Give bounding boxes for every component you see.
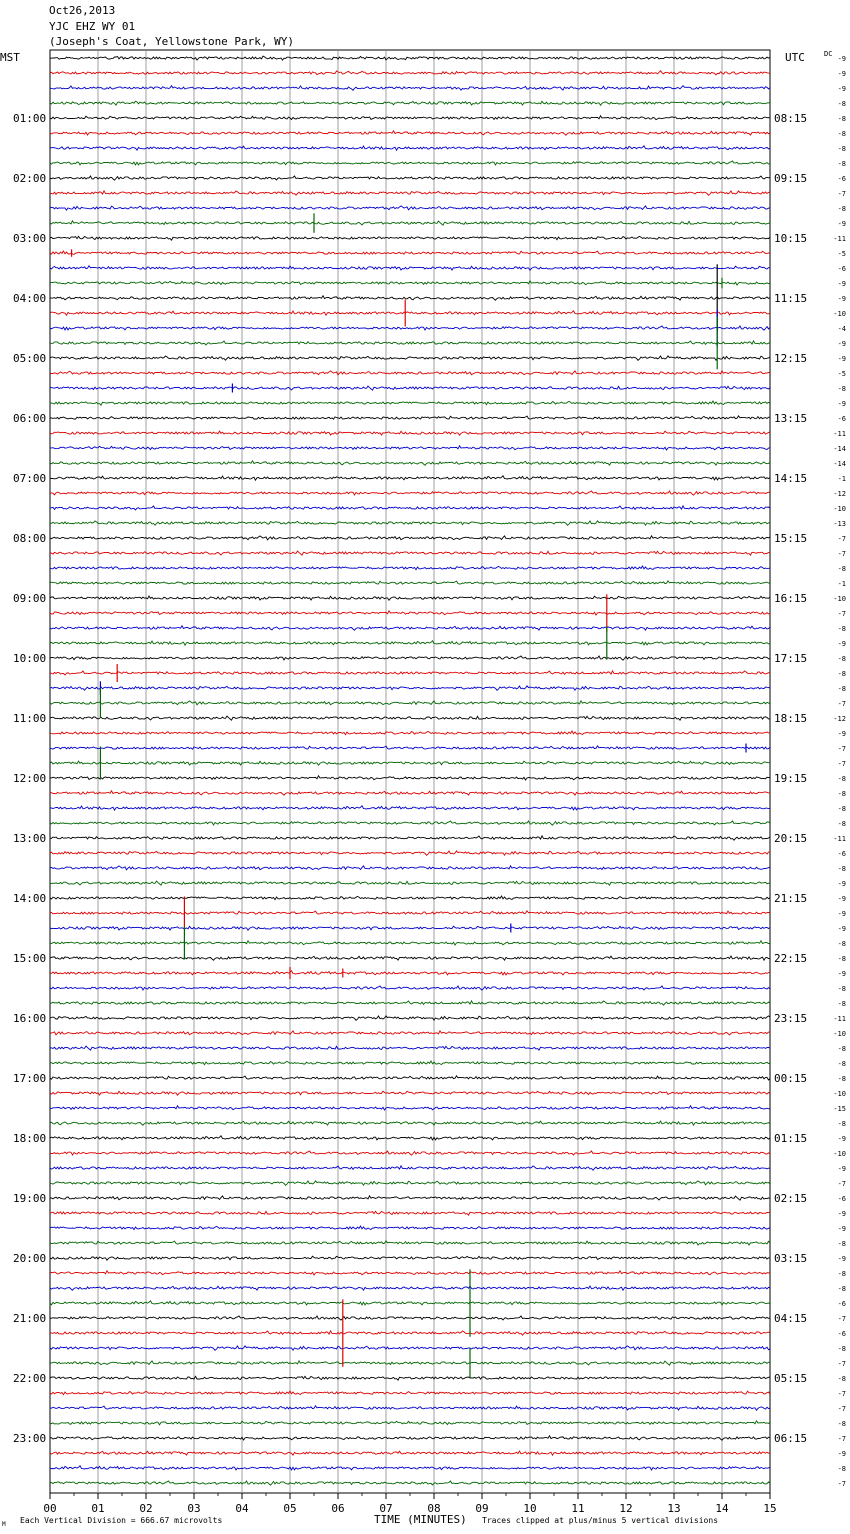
dc-offset-label: -9 [837,1135,846,1143]
seismic-trace [50,716,770,720]
utc-hour-label: 15:15 [774,532,808,545]
utc-hour-label: 06:15 [774,1432,808,1445]
seismic-trace [50,56,770,60]
dc-offset-label: -9 [837,910,846,918]
dc-offset-label: -7 [837,1405,846,1413]
mst-hour-label: 14:00 [13,892,47,905]
x-tick-label: 13 [667,1502,681,1515]
dc-offset-label: -7 [837,700,846,708]
seismic-trace [50,611,770,615]
dc-offset-label: -6 [837,1330,846,1338]
mst-hour-label: 23:00 [13,1432,47,1445]
seismic-trace [50,806,770,810]
x-tick-label: 03 [187,1502,201,1515]
seismic-trace [50,671,770,675]
seismic-trace [50,521,770,525]
utc-hour-label: 03:15 [774,1252,808,1265]
seismic-trace [50,1301,770,1305]
dc-offset-label: -5 [837,370,846,378]
dc-offset-label: -8 [837,565,846,573]
mst-hour-label: 09:00 [13,592,47,605]
seismic-trace [50,251,770,255]
seismic-trace [50,446,770,450]
mst-hour-label: 08:00 [13,532,47,545]
dc-offset-label: -1 [837,580,846,588]
dc-offset-label: -9 [837,730,846,738]
seismic-trace [50,1406,770,1410]
seismic-trace [50,341,770,345]
dc-offset-label: -9 [837,55,846,63]
station-code: YJC EHZ WY 01 [49,20,136,33]
dc-offset-label: -8 [837,385,846,393]
utc-axis-label: UTC [785,51,805,64]
dc-offset-label: -8 [837,655,846,663]
seismic-trace [50,536,770,540]
seismic-trace [50,1046,770,1050]
x-tick-label: 04 [235,1502,249,1515]
seismic-trace [50,1226,770,1230]
seismic-trace [50,296,770,300]
dc-offset-label: -8 [837,625,846,633]
dc-offset-label: -10 [833,310,846,318]
plot-date: Oct26,2013 [49,4,116,17]
seismic-trace [50,956,770,960]
mst-hour-label: 15:00 [13,952,47,965]
corner-mark: M [2,1521,6,1528]
seismic-trace [50,416,770,419]
mst-hour-label: 18:00 [13,1132,47,1145]
seismic-trace [50,746,770,749]
dc-offset-label: -8 [837,1465,846,1473]
dc-offset-label: -9 [837,220,846,228]
dc-offset-label: -7 [837,745,846,753]
seismic-trace [50,776,770,780]
dc-offset-label: -8 [837,1120,846,1128]
seismic-trace [50,1091,770,1095]
dc-offset-label: -9 [837,1255,846,1263]
dc-offset-label: -5 [837,250,846,258]
dc-offset-label: -8 [837,1240,846,1248]
dc-offset-label: -6 [837,850,846,858]
mst-hour-label: 16:00 [13,1012,47,1025]
dc-offset-label: -9 [837,1450,846,1458]
dc-offset-label: -9 [837,1165,846,1173]
dc-offset-label: -7 [837,535,846,543]
dc-offset-label: -14 [833,445,846,453]
seismic-trace [50,461,770,465]
utc-hour-label: 20:15 [774,832,808,845]
dc-offset-label: -6 [837,415,846,423]
dc-offset-label: -11 [833,235,846,243]
seismic-trace [50,1106,770,1110]
seismic-trace [50,191,770,195]
seismic-trace [50,836,770,840]
seismic-trace [50,821,770,825]
seismic-trace [50,626,770,630]
dc-offset-label: -8 [837,1075,846,1083]
dc-offset-label: -9 [837,280,846,288]
seismic-trace [50,161,770,165]
seismic-trace [50,146,770,150]
seismic-trace [50,1001,770,1005]
x-tick-label: 11 [571,1502,585,1515]
mst-hour-label: 20:00 [13,1252,47,1265]
x-tick-label: 02 [139,1502,153,1515]
dc-offset-label: -7 [837,610,846,618]
seismic-trace [50,596,770,600]
utc-hour-label: 08:15 [774,112,808,125]
seismic-trace [50,1031,770,1035]
dc-offset-label: -8 [837,1060,846,1068]
seismic-trace [50,1016,770,1020]
seismic-trace [50,896,770,900]
seismic-trace [50,866,770,870]
dc-offset-label: -9 [837,925,846,933]
seismic-trace [50,1271,770,1275]
dc-label: DC [824,50,833,58]
dc-offset-label: -8 [837,130,846,138]
utc-hour-label: 10:15 [774,232,808,245]
dc-offset-label: -10 [833,1030,846,1038]
dc-offset-label: -8 [837,1270,846,1278]
seismic-trace [50,1076,770,1080]
dc-offset-label: -1 [837,475,846,483]
seismic-trace [50,1121,770,1125]
utc-hour-label: 04:15 [774,1312,808,1325]
mst-hour-label: 11:00 [13,712,47,725]
x-tick-label: 05 [283,1502,297,1515]
seismic-trace [50,566,770,570]
seismic-trace [50,986,770,990]
dc-offset-label: -10 [833,595,846,603]
seismic-trace [50,1061,770,1065]
seismic-trace [50,1316,770,1320]
station-location: (Joseph's Coat, Yellowstone Park, WY) [49,35,295,48]
utc-hour-label: 09:15 [774,172,808,185]
dc-offset-label: -8 [837,940,846,948]
mst-hour-label: 17:00 [13,1072,47,1085]
dc-offset-label: -8 [837,1045,846,1053]
seismic-trace [50,1481,770,1485]
dc-offset-label: -7 [837,1360,846,1368]
utc-hour-label: 13:15 [774,412,808,425]
dc-offset-label: -8 [837,100,846,108]
dc-offset-label: -7 [837,760,846,768]
seismic-trace [50,116,770,120]
seismic-trace [50,941,770,945]
seismic-trace [50,431,770,435]
seismic-trace [50,491,770,495]
dc-offset-label: -8 [837,685,846,693]
seismic-trace [50,131,770,135]
seismic-trace [50,1241,770,1245]
seismic-trace [50,761,770,765]
dc-offset-label: -9 [837,295,846,303]
seismic-trace [50,731,770,735]
dc-offset-label: -7 [837,1180,846,1188]
mst-hour-label: 22:00 [13,1372,47,1385]
dc-offset-label: -8 [837,865,846,873]
dc-offset-label: -9 [837,85,846,93]
mst-hour-label: 06:00 [13,412,47,425]
seismic-trace [50,911,770,914]
scale-note: Each Vertical Division = 666.67 microvolts [20,1516,223,1525]
seismic-trace [50,971,770,975]
seismic-trace [50,1451,770,1455]
dc-offset-label: -6 [837,1300,846,1308]
seismic-trace [50,581,770,584]
seismic-trace [50,1376,770,1380]
seismic-trace [50,206,770,210]
x-tick-label: 06 [331,1502,345,1515]
dc-offset-label: -9 [837,70,846,78]
utc-hour-label: 21:15 [774,892,808,905]
seismic-trace [50,791,770,795]
mst-hour-label: 21:00 [13,1312,47,1325]
dc-offset-label: -9 [837,970,846,978]
seismic-trace [50,176,770,180]
dc-offset-label: -8 [837,955,846,963]
seismic-trace [50,1256,770,1260]
seismic-trace [50,86,770,91]
seismic-trace [50,71,770,75]
dc-offset-label: -9 [837,880,846,888]
mst-hour-label: 07:00 [13,472,47,485]
dc-offset-label: -7 [837,190,846,198]
seismic-trace [50,476,770,480]
utc-hour-label: 14:15 [774,472,808,485]
dc-offset-label: -9 [837,1210,846,1218]
seismic-trace [50,1466,770,1470]
x-tick-label: 15 [763,1502,777,1515]
dc-offset-label: -7 [837,1315,846,1323]
mst-hour-label: 12:00 [13,772,47,785]
seismic-trace [50,1361,770,1365]
seismic-trace [50,401,770,405]
dc-offset-label: -8 [837,115,846,123]
seismic-trace [50,551,770,555]
seismic-trace [50,686,770,690]
dc-offset-label: -8 [837,160,846,168]
seismic-trace [50,1331,770,1335]
dc-offset-label: -15 [833,1105,846,1113]
dc-offset-label: -6 [837,1195,846,1203]
mst-hour-label: 05:00 [13,352,47,365]
seismic-trace [50,881,770,885]
dc-offset-label: -12 [833,715,846,723]
dc-offset-label: -13 [833,520,846,528]
seismic-trace [50,1391,770,1395]
dc-offset-label: -8 [837,790,846,798]
dc-offset-label: -14 [833,460,846,468]
dc-offset-label: -8 [837,145,846,153]
dc-offset-label: -7 [837,1390,846,1398]
utc-hour-label: 05:15 [774,1372,808,1385]
mst-axis-label: MST [0,51,20,64]
seismic-trace [50,1211,770,1215]
seismic-trace [50,1136,770,1140]
x-tick-label: 12 [619,1502,633,1515]
seismic-traces [50,56,770,1485]
seismic-trace [50,1151,770,1155]
mst-hour-label: 19:00 [13,1192,47,1205]
x-tick-label: 00 [43,1502,57,1515]
dc-offset-label: -8 [837,820,846,828]
dc-offset-label: -6 [837,175,846,183]
seismic-trace [50,281,770,285]
dc-offset-label: -4 [837,325,846,333]
dc-offset-label: -8 [837,1375,846,1383]
dc-offset-label: -9 [837,895,846,903]
seismic-trace [50,851,770,855]
x-tick-label: 01 [91,1502,105,1515]
seismic-trace [50,1286,770,1290]
seismic-trace [50,506,770,510]
dc-offset-label: -8 [837,1000,846,1008]
seismic-trace [50,1436,770,1440]
mst-hour-label: 03:00 [13,232,47,245]
dc-offset-label: -8 [837,805,846,813]
dc-offset-label: -8 [837,985,846,993]
x-tick-label: 10 [523,1502,537,1515]
seismic-trace [50,326,770,330]
mst-hour-label: 02:00 [13,172,47,185]
dc-offset-label: -11 [833,1015,846,1023]
x-tick-label: 09 [475,1502,489,1515]
dc-offset-label: -8 [837,670,846,678]
dc-offset-label: -8 [837,1420,846,1428]
dc-offset-label: -8 [837,775,846,783]
dc-offset-label: -9 [837,340,846,348]
x-tick-label: 08 [427,1502,441,1515]
dc-offset-label: -9 [837,400,846,408]
utc-hour-label: 19:15 [774,772,808,785]
seismic-trace [50,236,770,240]
utc-hour-label: 18:15 [774,712,808,725]
seismic-trace [50,1196,770,1200]
x-tick-label: 07 [379,1502,393,1515]
clip-note: Traces clipped at plus/minus 5 vertical divisions [482,1516,719,1525]
dc-offset-label: -9 [837,640,846,648]
seismic-trace [50,1421,770,1425]
dc-offset-label: -12 [833,490,846,498]
mst-hour-label: 10:00 [13,652,47,665]
plot-frame [50,50,770,1493]
dc-offset-label: -10 [833,505,846,513]
dc-offset-label: -9 [837,355,846,363]
seismic-trace [50,641,770,645]
dc-offset-label: -6 [837,265,846,273]
seismic-trace [50,371,770,375]
seismic-trace [50,101,770,105]
dc-offset-label: -8 [837,205,846,213]
mst-hour-label: 13:00 [13,832,47,845]
x-tick-label: 14 [715,1502,729,1515]
seismic-trace [50,1166,770,1170]
mst-hour-label: 01:00 [13,112,47,125]
seismic-trace [50,266,770,270]
dc-offset-label: -11 [833,430,846,438]
seismic-trace [50,926,770,930]
axis-labels [13,55,846,1515]
utc-hour-label: 16:15 [774,592,808,605]
utc-hour-label: 01:15 [774,1132,808,1145]
x-axis-title: TIME (MINUTES) [374,1513,467,1526]
utc-hour-label: 23:15 [774,1012,808,1025]
seismic-trace [50,701,770,705]
utc-hour-label: 11:15 [774,292,808,305]
dc-offset-label: -8 [837,1285,846,1293]
utc-hour-label: 22:15 [774,952,808,965]
dc-offset-label: -7 [837,550,846,558]
utc-hour-label: 02:15 [774,1192,808,1205]
dc-offset-label: -7 [837,1480,846,1488]
seismic-trace [50,1346,770,1350]
seismic-trace [50,356,770,360]
mst-hour-label: 04:00 [13,292,47,305]
seismic-trace [50,1181,770,1185]
utc-hour-label: 12:15 [774,352,808,365]
dc-offset-label: -10 [833,1150,846,1158]
utc-hour-label: 17:15 [774,652,808,665]
dc-offset-label: -8 [837,1345,846,1353]
seismic-trace [50,386,770,390]
dc-offset-label: -7 [837,1435,846,1443]
dc-offset-label: -9 [837,1225,846,1233]
dc-offset-label: -10 [833,1090,846,1098]
seismic-trace [50,221,770,225]
dc-offset-label: -11 [833,835,846,843]
seismic-trace [50,656,770,660]
utc-hour-label: 00:15 [774,1072,808,1085]
seismic-trace [50,311,770,315]
